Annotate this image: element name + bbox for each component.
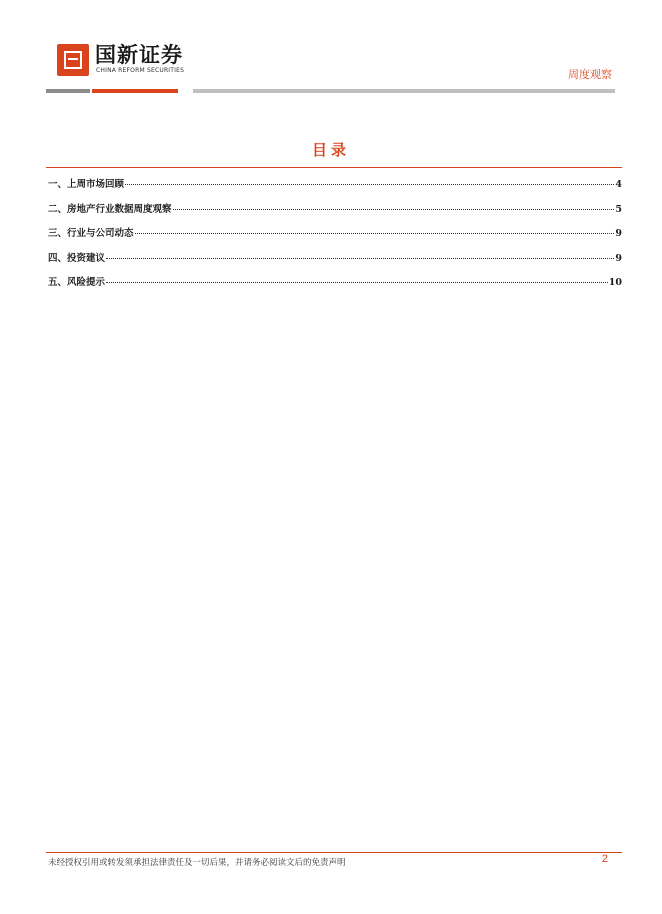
toc-divider [46, 167, 622, 168]
toc-entry-risk-warning[interactable] [48, 274, 622, 299]
toc-entry-market-review[interactable] [48, 176, 622, 201]
header-bar-segment-2 [92, 89, 178, 93]
toc-entry-label: 三、行业与公司动态 [48, 228, 134, 239]
toc-leader-dots [106, 282, 608, 283]
toc-entry-label: 四、投资建议 [48, 252, 106, 264]
header-bar-segment-3 [193, 89, 615, 93]
page-number: 2 [601, 853, 608, 865]
toc-leader-dots [173, 209, 615, 210]
toc-entry-investment-advice[interactable] [48, 250, 622, 275]
toc-entry-label: 二、房地产行业数据周度观察 [48, 203, 172, 215]
toc-entry-industry-news[interactable] [48, 225, 622, 250]
toc-leader-dots [106, 258, 614, 259]
logo-english-name: CHINA REFORM SECURITIES [96, 67, 185, 74]
toc-entry-weekly-data[interactable] [48, 201, 622, 226]
toc-leader-dots [135, 233, 615, 234]
logo-mark-icon [57, 44, 89, 76]
toc-entry-page: 9 [615, 252, 622, 264]
toc-entry-page: 10 [608, 277, 622, 288]
logo-chinese-name: 国新证券 [95, 43, 183, 67]
header-bar-segment-1 [46, 89, 90, 93]
toc-entry-label: 五、风险提示 [48, 277, 106, 288]
footer-disclaimer: 未经授权引用或转发须承担法律责任及一切后果，并请务必阅读文后的免责声明 [48, 858, 346, 868]
footer-divider [46, 852, 622, 853]
report-type-label: 周度观察 [568, 68, 612, 81]
toc-leader-dots [125, 184, 614, 185]
company-logo [57, 44, 197, 78]
toc-title: 目录 [311, 141, 350, 159]
toc-entry-page: 5 [615, 203, 622, 215]
toc-entry-page: 4 [615, 179, 622, 190]
toc-entry-page: 9 [615, 228, 622, 239]
toc-list [48, 176, 622, 299]
toc-entry-label: 一、上周市场回顾 [48, 179, 125, 190]
